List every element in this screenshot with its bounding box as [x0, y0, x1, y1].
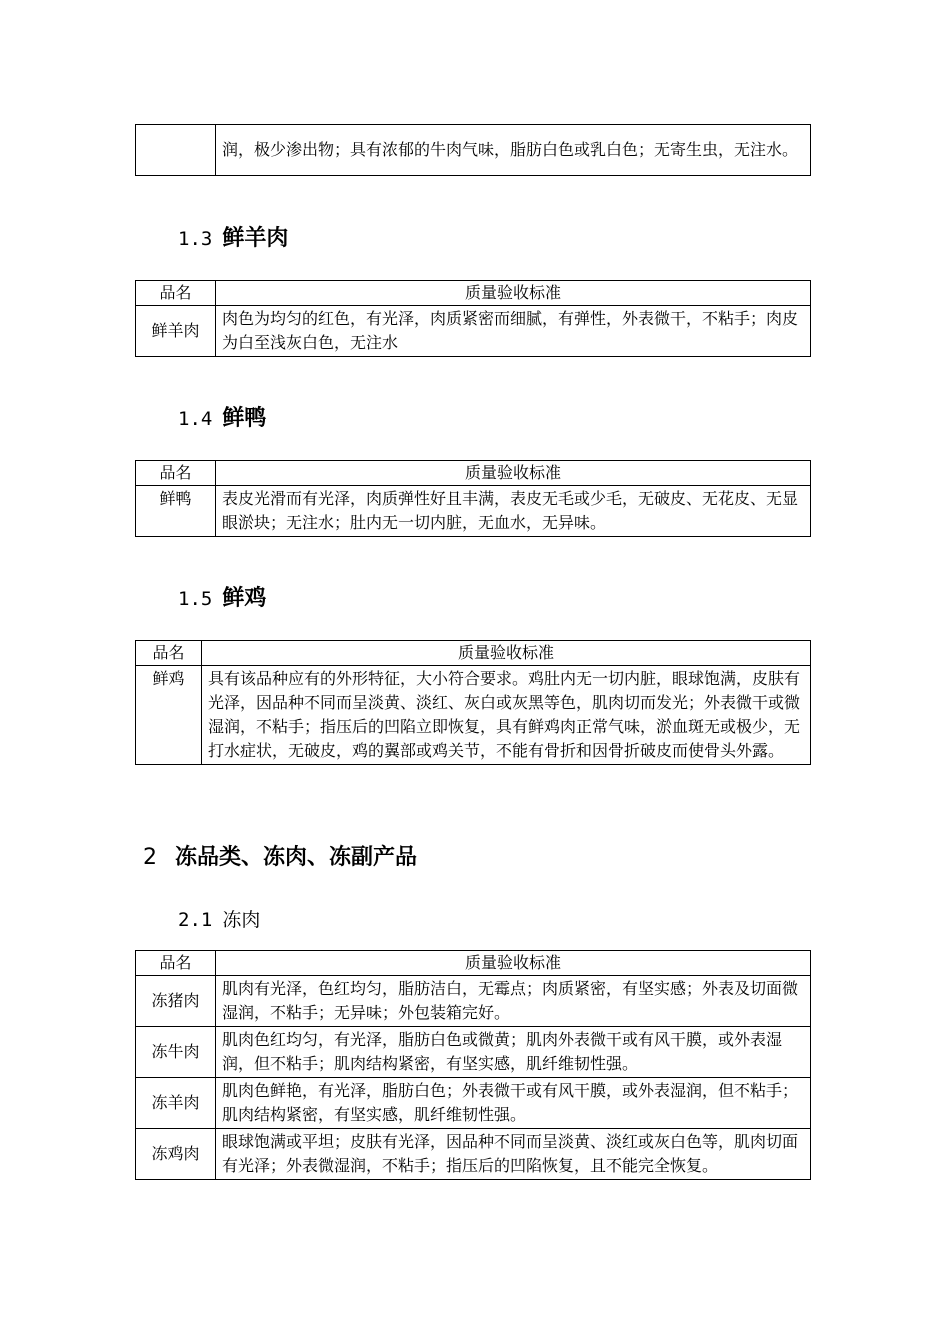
heading-1-5 [178, 581, 266, 612]
section-title: 冻品类、冻肉、冻副产品 [175, 845, 418, 870]
table-row [136, 1078, 811, 1129]
section-number: 1.5 [178, 588, 213, 610]
column-header-standard: 质量验收标准 [216, 461, 811, 486]
section-number: 1.3 [178, 228, 213, 250]
product-name: 鲜羊肉 [136, 306, 216, 357]
product-name: 冻牛肉 [136, 1027, 216, 1078]
table-row [136, 976, 811, 1027]
table-header-row [136, 641, 811, 666]
section-title: 鲜鸡 [222, 586, 267, 611]
section-title: 冻肉 [222, 909, 261, 931]
table-fresh-duck [135, 460, 811, 537]
table-header-row [136, 951, 811, 976]
standard-cell: 肌肉有光泽，色红均匀，脂肪洁白，无霉点；肉质紧密，有坚实感；外表及切面微湿润，不粘手；无异味；外包装箱完好。 [216, 976, 811, 1027]
heading-2-1 [178, 905, 260, 932]
standard-cell: 眼球饱满或平坦；皮肤有光泽，因品种不同而呈淡黄、淡红或灰白色等，肌肉切面有光泽；外表微湿润，不粘手；指压后的凹陷恢复，且不能完全恢复。 [216, 1129, 811, 1180]
table-row [136, 666, 811, 765]
heading-1-3 [178, 221, 288, 252]
heading-1-4 [178, 401, 266, 432]
table-row [136, 1129, 811, 1180]
empty-name-cell [136, 125, 216, 176]
column-header-name: 品名 [136, 281, 216, 306]
table-frozen-meat [135, 950, 811, 1180]
table-row [136, 486, 811, 537]
section-title: 鲜鸭 [222, 406, 267, 431]
table-header-row [136, 281, 811, 306]
section-number: 2 [143, 845, 157, 870]
product-name: 冻鸡肉 [136, 1129, 216, 1180]
table-continuation [135, 124, 811, 176]
table-row [136, 125, 811, 176]
product-name: 冻羊肉 [136, 1078, 216, 1129]
heading-2 [143, 840, 417, 871]
section-number: 1.4 [178, 408, 213, 430]
standard-cell: 肌肉色鲜艳，有光泽，脂肪白色；外表微干或有风干膜，或外表湿润，但不粘手；肌肉结构紧密，有坚实感，肌纤维韧性强。 [216, 1078, 811, 1129]
column-header-name: 品名 [136, 461, 216, 486]
column-header-standard: 质量验收标准 [202, 641, 811, 666]
table-header-row [136, 461, 811, 486]
table-fresh-mutton [135, 280, 811, 357]
product-name: 冻猪肉 [136, 976, 216, 1027]
column-header-standard: 质量验收标准 [216, 951, 811, 976]
section-title: 鲜羊肉 [222, 226, 289, 251]
table-fresh-chicken [135, 640, 811, 765]
standard-cell: 润，极少渗出物；具有浓郁的牛肉气味，脂肪白色或乳白色；无寄生虫，无注水。 [216, 125, 811, 176]
table-row [136, 1027, 811, 1078]
standard-cell: 肉色为均匀的红色，有光泽，肉质紧密而细腻，有弹性，外表微干，不粘手；肉皮为白至浅灰白色，无注水 [216, 306, 811, 357]
section-number: 2.1 [178, 909, 213, 931]
column-header-standard: 质量验收标准 [216, 281, 811, 306]
table-row [136, 306, 811, 357]
standard-cell: 表皮光滑而有光泽，肉质弹性好且丰满，表皮无毛或少毛，无破皮、无花皮、无显眼淤块；无注水；肚内无一切内脏，无血水，无异味。 [216, 486, 811, 537]
standard-cell: 具有该品种应有的外形特征，大小符合要求。鸡肚内无一切内脏，眼球饱满，皮肤有光泽，因品种不同而呈淡黄、淡红、灰白或灰黑等色，肌肉切而发光；外表微干或微湿润，不粘手；指压后的凹陷立即恢复，具有鲜鸡肉正常气味，淤血斑无或极少，无打水症状，无破皮，鸡的翼部或鸡关节，不能有骨折和因骨折破皮而使骨头外露。 [202, 666, 811, 765]
product-name: 鲜鸡 [136, 666, 202, 765]
standard-cell: 肌肉色红均匀，有光泽，脂肪白色或微黄；肌肉外表微干或有风干膜，或外表湿润，但不粘手；肌肉结构紧密，有坚实感，肌纤维韧性强。 [216, 1027, 811, 1078]
column-header-name: 品名 [136, 641, 202, 666]
column-header-name: 品名 [136, 951, 216, 976]
product-name: 鲜鸭 [136, 486, 216, 537]
